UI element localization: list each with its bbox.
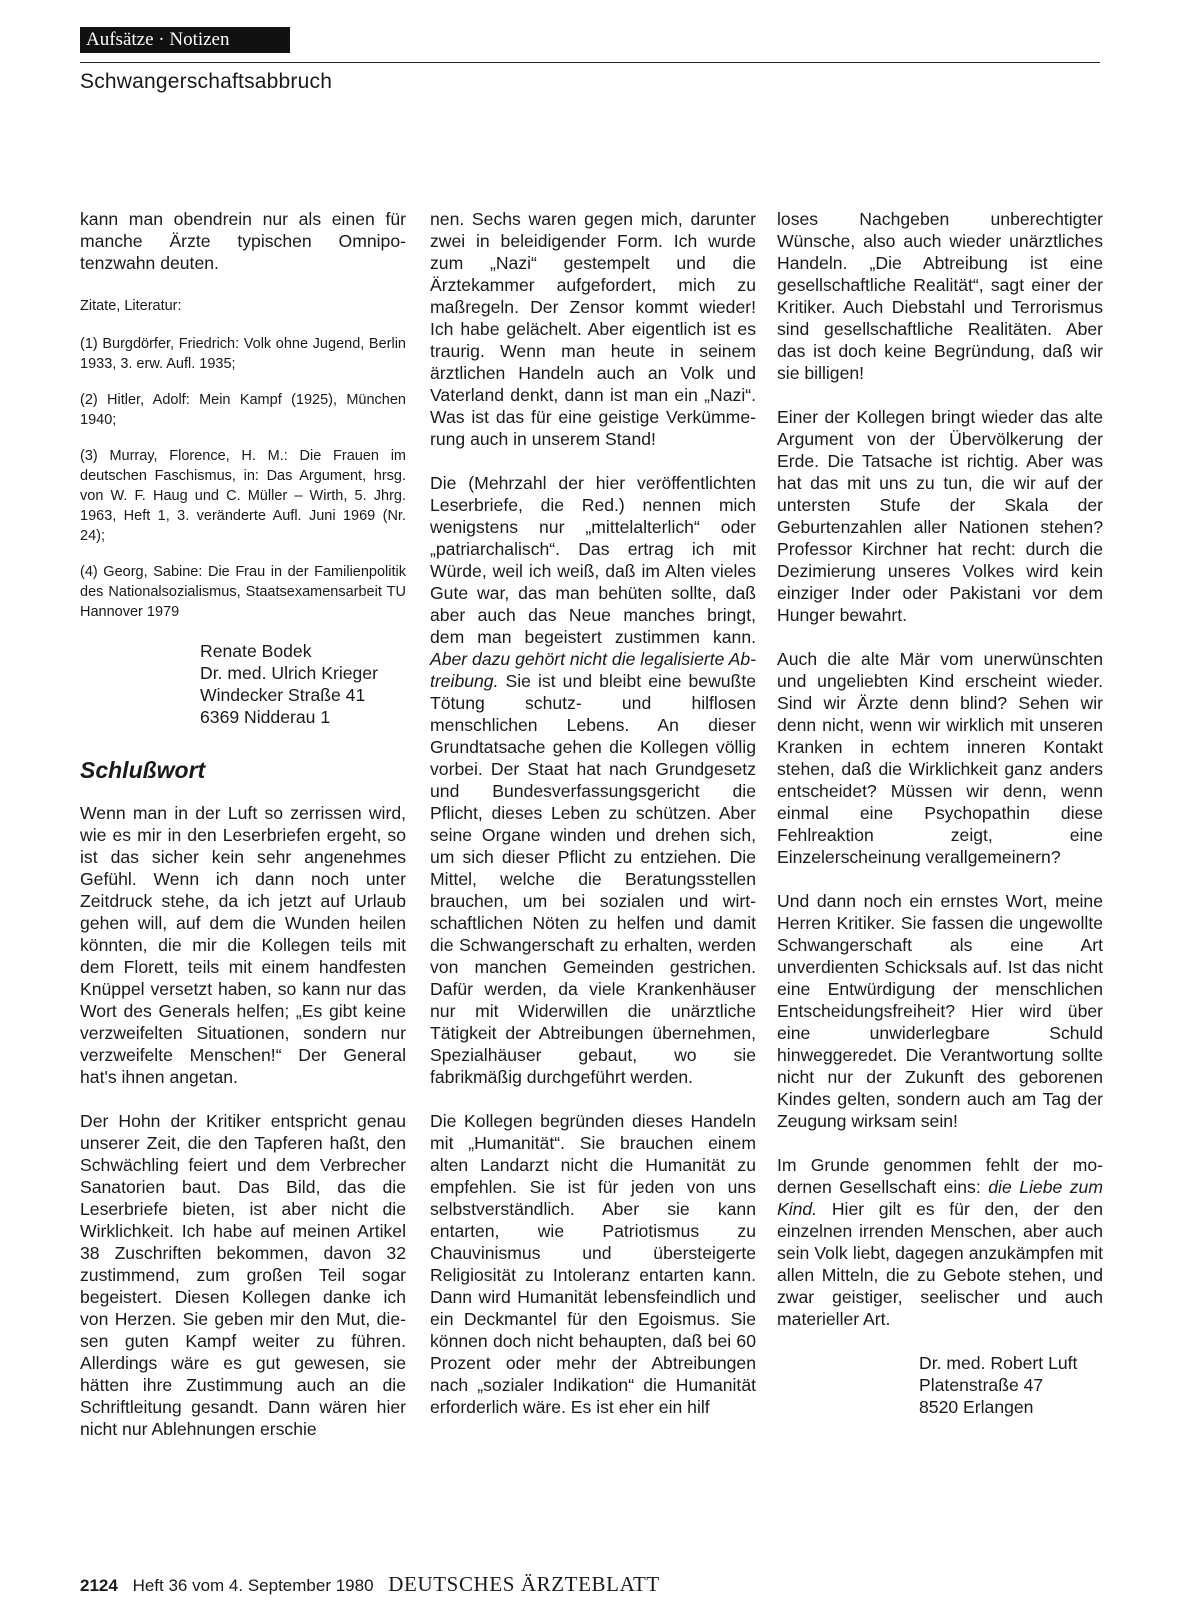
- reference-item: (4) Georg, Sabine: Die Frau in der Familienpolitik des Nationalsozialismus, Staatsexamensarbeit TU Hannover 1979: [80, 564, 406, 620]
- author-name: Renate Bodek: [200, 641, 312, 661]
- paragraph: Auch die alte Mär vom unerwünschten und ungeliebten Kind erscheint wieder. Sind wir Ärzte denn blind? Sehen wir denn nicht, wenn wir wirklich mit unseren Kranken in echtem inneren Kontakt stehen, daß die Wirklichkeit ganz anders entscheidet? Müssen wir denn, wenn einmal eine Psychopathin diese Fehlreaktion zeigt, eine Einzelerscheinung verallgemeinern?: [777, 649, 1103, 867]
- author-city: 8520 Erlangen: [919, 1397, 1034, 1417]
- header-rule: [80, 62, 1100, 63]
- section-heading: Schlußwort: [80, 757, 206, 783]
- paragraph: loses Nachgeben unberechtigter Wünsche, also auch wieder unärztliches Handeln. „Die Abtreibung ist eine gesellschaftliche Realität“, sagt einer der Kritiker. Auch Diebstahl und Terrorismus sind gesellschaftliche Realitäten. Aber das ist doch keine Begründung, daß wir sie billigen!: [777, 209, 1103, 383]
- author-address: [777, 1352, 1103, 1418]
- author-city: 6369 Nidderau 1: [200, 707, 331, 727]
- paragraph: nen. Sechs waren gegen mich, darunter zwei in beleidigender Form. Ich wurde zum „Nazi“ gestempelt und die Ärztekammer aufgefordert, mich zu maßregeln. Der Zensor kommt wieder! Ich habe gelächelt. Aber eigentlich ist es traurig. Wenn man heute in seinem ärztlichen Handeln auch an Volk und Vaterland denkt, dann ist man ein „Nazi“. Was ist das für eine geistige Verkümmerung auch in unserem Stand!: [430, 209, 756, 449]
- paragraph: Wenn man in der Luft so zerrissen wird, wie es mir in den Leserbriefen ergeht, so ist das sicher kein sehr angenehmes Gefühl. Wenn ich dann noch unter Zeitdruck stehe, da ich jetzt auf Urlaub gehen will, auf dem die Wunden heilen könnten, die mir die Kollegen teils mit dem Florett, teils mit einem handfesten Knüppel versetzt haben, so kann nur das Wort des Generals helfen; „Es gibt keine verzweifelten Situationen, sondern nur verzweifelte Menschen!“ Der General hat's ihnen angetan.: [80, 803, 406, 1087]
- author-street: Windecker Straße 41: [200, 685, 366, 705]
- literature-heading: Zitate, Literatur:: [80, 298, 182, 314]
- paragraph: Und dann noch ein ernstes Wort, meine Herren Kritiker. Sie fassen die ungewollte Schwangerschaft als eine Art unverdienten Schicksals auf. Ist das nicht eine Entwürdigung der menschlichen Entscheidungsfreiheit? Hier wird über eine unwiderlegbare Schuld hinweggeredet. Die Verantwortung sollte nicht nur der Zukunft des geborenen Kindes gelten, sondern auch am Tag der Zeugung wirksam sein!: [777, 891, 1103, 1131]
- paragraph: Der Hohn der Kritiker entspricht genau unserer Zeit, die den Tapferen haßt, den Schwächling feiert und dem Verbrecher Sanatorien baut. Das Bild, das die Leserbriefe bieten, ist aber nicht die Wirklichkeit. Ich habe auf meinen Artikel 38 Zuschriften bekommen, davon 32 zustimmend, zum großen Teil sogar begeistert. Diesen Kollegen danke ich von Herzen. Sie geben mir den Mut, diesen guten Kampf weiter zu führen. Allerdings wäre es gut gewesen, sie hätten ihre Zustimmung auch an die Schriftleitung gesandt. Dann wären hier nicht nur Ablehnungen erschie: [80, 1111, 406, 1439]
- text-run: Im Grunde genommen fehlt der modernen Gesellschaft eins:: [777, 1155, 1103, 1197]
- emphasis-text: Aber dazu gehört nicht die legalisierte Abtreibung.: [430, 649, 757, 691]
- text-run: Sie ist und bleibt eine bewußte Tötung schutz- und hilflosen menschlichen Lebens. An dieser Grundtatsache gehen die Kollegen völlig vorbei. Der Staat hat nach Grundgesetz und Bundesverfassungsgericht die Pflicht, dieses Leben zu schützen. Aber seine Organe winden und drehen sich, um sich dieser Pflicht zu entziehen. Die Mittel, welche die Beratungsstellen brauchen, um bei sozialen und wirtschaftlichen Nöten zu helfen und damit die Schwangerschaft zu erhalten, werden von manchen Gemeinden gestrichen. Dafür werden, da viele Krankenhäuser nur mit Widerwillen die unärztliche Tätigkeit der Abtreibungen übernehmen, Spezialhäuser gebaut, wo sie fabrikmäßig durchgeführt werden.: [430, 671, 756, 1087]
- section-tag: Aufsätze · Notizen: [80, 27, 290, 53]
- text-run: Die (Mehrzahl der hier veröffentlichten Leserbriefe, die Red.) nennen mich wenigstens nur „mittelalterlich“ oder „patriarchalisch“. Das ertrag ich mit Würde, weil ich weiß, daß im Alten vieles Gute war, das man behüten sollte, daß aber auch das Neue manches bringt, dem man begeistert zustimmen kann.: [430, 473, 756, 647]
- author-street: Platenstraße 47: [919, 1375, 1044, 1395]
- paragraph: [777, 1154, 1103, 1330]
- column-1: [80, 208, 406, 1462]
- paragraph: Die Kollegen begründen dieses Handeln mit „Humanität“. Sie brauchen einem alten Landarzt nicht die Humanität zu empfehlen. Sie ist für jeden von uns selbstverständlich. Aber sie kann entarten, wie Patriotismus zu Chauvinismus und übersteigerte Religiosität zu Intoleranz entarten kann. Dann wird Humanität lebensfeindlich und ein Deckmantel für den Egoismus. Sie können doch nicht behaupten, daß bei 60 Prozent oder mehr der Abtreibungen nach „sozialer Indikation“ die Humanität erforderlich wäre. Es ist eher ein hilf: [430, 1111, 756, 1417]
- journal-name: DEUTSCHES ÄRZTEBLATT: [388, 1572, 660, 1596]
- reference-item: (3) Murray, Florence, H. M.: Die Frauen im deutschen Faschismus, in: Das Argument, hrsg. von W. F. Haug und C. Müller – Wirth, 5. Jhrg. 1963, Heft 1, 3. veränderte Aufl. Juni 1969 (Nr. 24);: [80, 448, 406, 544]
- reference-item: (2) Hitler, Adolf: Mein Kampf (1925), München 1940;: [80, 392, 406, 428]
- paragraph: Einer der Kollegen bringt wieder das alte Argument von der Übervölkerung der Erde. Die Tatsache ist richtig. Aber was hat das mit uns zu tun, die wir auf der untersten Stufe der Skala der Geburtenzahlen aller Nationen stehen? Professor Kirchner hat recht: durch die Dezimierung unseres Volkes wird kein einziger Inder oder Pakistani vor dem Hunger bewahrt.: [777, 407, 1103, 625]
- column-2: [430, 208, 756, 1440]
- author-name: Dr. med. Ulrich Krieger: [200, 663, 378, 683]
- text-run: Hier gilt es für den, der den einzelnen irrenden Menschen, aber auch sein Volk liebt, dagegen anzukämpfen mit allen Mitteln, die zu Gebote stehen, und zwar geistiger, seelischer und auch materieller Art.: [777, 1199, 1103, 1329]
- paragraph: [430, 472, 756, 1088]
- author-name: Dr. med. Robert Luft: [919, 1353, 1078, 1373]
- reference-item: (1) Burgdörfer, Friedrich: Volk ohne Jugend, Berlin 1933, 3. erw. Aufl. 1935;: [80, 336, 406, 372]
- page-footer: [80, 1572, 660, 1597]
- page-number: 2124: [80, 1576, 118, 1595]
- column-3: [777, 208, 1103, 1446]
- emphasis-text: die Liebe zum Kind.: [777, 1177, 1104, 1219]
- author-address: [80, 640, 406, 728]
- issue-info: Heft 36 vom 4. September 1980: [132, 1576, 374, 1595]
- paragraph: kann man obendrein nur als einen für manche Ärzte typischen Omnipotenzwahn deuten.: [80, 209, 406, 273]
- page-topic: Schwangerschaftsabbruch: [80, 70, 333, 93]
